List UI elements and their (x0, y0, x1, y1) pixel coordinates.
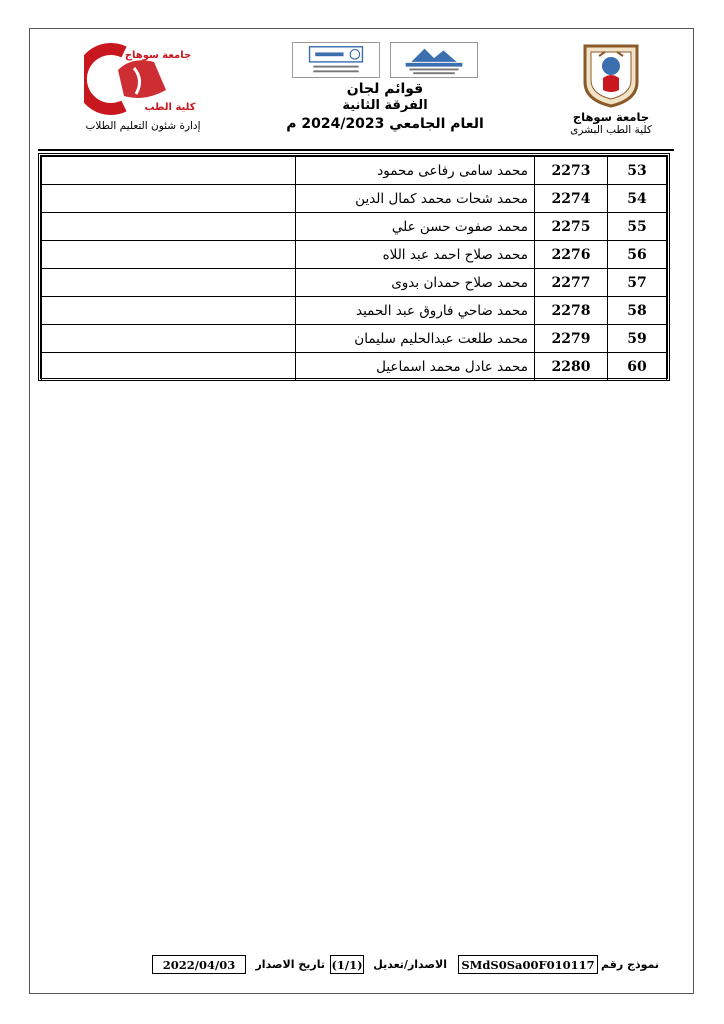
table-row (42, 213, 667, 241)
student-code: 2277 (535, 269, 608, 297)
table-row (42, 157, 667, 185)
version-value: (1/1) (330, 955, 364, 974)
logo-university-text: جامعة سوهاج (124, 50, 192, 61)
university-crest-icon (579, 42, 643, 108)
table-row (42, 353, 667, 381)
title-block (280, 42, 490, 134)
iso-certification-logo-icon (292, 42, 380, 78)
accreditation-logo-icon (390, 42, 478, 78)
issue-date-label: تاريخ الاصدار (255, 958, 325, 971)
row-index: 56 (608, 241, 667, 269)
class-year: الفرقة الثانية (342, 98, 428, 113)
notes-cell (42, 241, 296, 269)
form-number-value: SMdS0Sa00F010117 (458, 955, 598, 974)
document-title: قوائم لجان (346, 81, 424, 97)
form-number-label: نموذج رقم (601, 958, 659, 971)
student-name: محمد شحات محمد كمال الدين (296, 185, 535, 213)
row-index: 54 (608, 185, 667, 213)
notes-cell (42, 157, 296, 185)
students-table-body (42, 157, 667, 381)
faculty-logo-block (68, 40, 218, 133)
student-code: 2280 (535, 353, 608, 381)
student-name: محمد سامى رفاعى محمود (296, 157, 535, 185)
student-name: محمد صلاح احمد عبد اللاه (296, 241, 535, 269)
student-name: محمد عادل محمد اسماعيل (296, 353, 535, 381)
notes-cell (42, 325, 296, 353)
department-name: إدارة شئون التعليم الطلاب (85, 120, 201, 132)
notes-cell (42, 213, 296, 241)
table-row (42, 297, 667, 325)
student-code: 2274 (535, 185, 608, 213)
faculty-name: كلية الطب البشرى (570, 124, 652, 136)
students-table (38, 153, 670, 381)
header-divider (38, 149, 674, 151)
notes-cell (42, 297, 296, 325)
issue-date-value: 2022/04/03 (152, 955, 246, 974)
row-index: 53 (608, 157, 667, 185)
student-code: 2278 (535, 297, 608, 325)
row-index: 58 (608, 297, 667, 325)
table-row (42, 185, 667, 213)
student-code: 2276 (535, 241, 608, 269)
student-name: محمد صلاح حمدان بدوى (296, 269, 535, 297)
version-label: الاصدار/تعديل (373, 958, 447, 971)
student-code: 2279 (535, 325, 608, 353)
university-block (556, 42, 666, 137)
table-row (42, 325, 667, 353)
row-index: 57 (608, 269, 667, 297)
table-row (42, 269, 667, 297)
student-name: محمد صفوت حسن علي (296, 213, 535, 241)
university-name: جامعة سوهاج (572, 110, 650, 124)
notes-cell (42, 269, 296, 297)
academic-year: العام الجامعي 2024/2023 م (286, 116, 484, 132)
student-code: 2273 (535, 157, 608, 185)
student-code: 2275 (535, 213, 608, 241)
row-index: 55 (608, 213, 667, 241)
document-footer (76, 955, 662, 974)
student-name: محمد طلعت عبدالحليم سليمان (296, 325, 535, 353)
row-index: 60 (608, 353, 667, 381)
row-index: 59 (608, 325, 667, 353)
faculty-logo-icon (84, 40, 202, 116)
notes-cell (42, 185, 296, 213)
notes-cell (42, 353, 296, 381)
logo-faculty-text: كلية الطب (144, 102, 196, 113)
accreditation-badges (280, 42, 490, 78)
table-row (42, 241, 667, 269)
student-name: محمد ضاحي فاروق عبد الحميد (296, 297, 535, 325)
